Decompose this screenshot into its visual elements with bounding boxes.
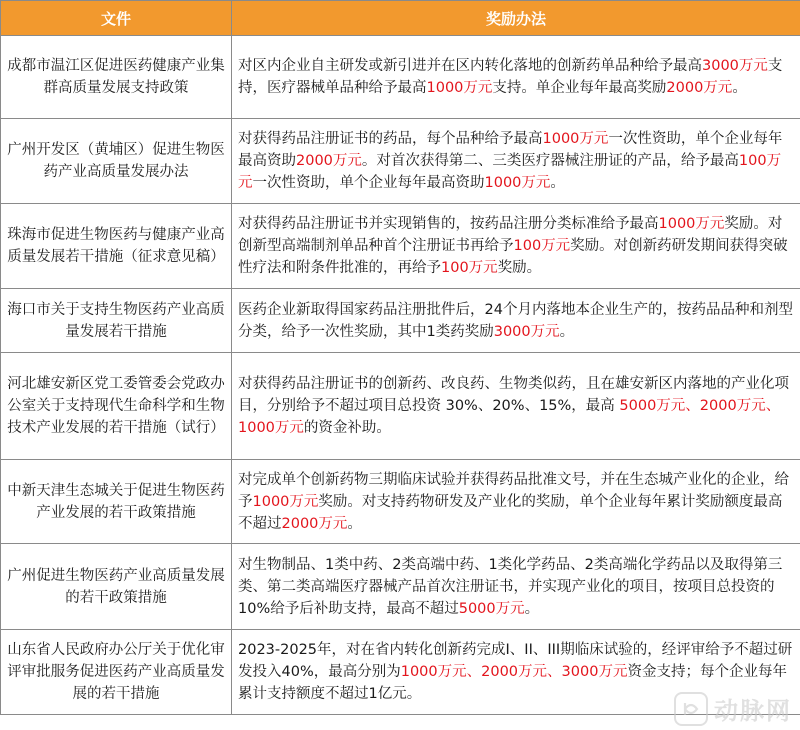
reward-text: 的资金补助。 bbox=[303, 420, 391, 436]
reward-text: 奖励。对支持药物研发及产业化的奖励，单个企业每年累计奖励额度最高不超过 bbox=[238, 493, 783, 532]
reward-cell bbox=[232, 630, 800, 715]
watermark-text: 动脉网 bbox=[714, 697, 792, 725]
amount-highlight: 3000万元 bbox=[493, 323, 560, 340]
table-row bbox=[1, 204, 800, 289]
table-row bbox=[1, 544, 800, 630]
amount-highlight: 1000万元 bbox=[252, 493, 319, 510]
amount-highlight: 2000万元 bbox=[666, 80, 733, 96]
reward-text: 对区内企业自主研发或新引进并在区内转化落地的创新药单品种给予最高 bbox=[238, 58, 702, 74]
reward-text: 奖励。对创新型高端制剂单品种首个注册证书再给予 bbox=[238, 216, 783, 254]
reward-text: 。 bbox=[347, 515, 362, 532]
reward-cell bbox=[232, 204, 800, 289]
header-document: 文件 bbox=[1, 1, 232, 36]
document-cell: 河北雄安新区党工委管委会党政办公室关于支持现代生命科学和生物技术产业发展的若干措施（试行） bbox=[1, 353, 232, 460]
reward-text: 对获得药品注册证书的创新药、改良药、生物类似药，且在雄安新区内落地的产业化项目，分别给予不超过项目总投资 30%、20%、15%，最高 bbox=[238, 376, 789, 414]
amount-highlight: 1000万元 bbox=[542, 131, 609, 147]
reward-cell bbox=[232, 544, 800, 630]
document-cell: 海口市关于支持生物医药产业高质量发展若干措施 bbox=[1, 289, 232, 353]
reward-text: 奖励。对创新药研发期间获得突破性疗法和附条件批准的，再给予 bbox=[238, 238, 788, 276]
document-cell: 珠海市促进生物医药与健康产业高质量发展若干措施（征求意见稿） bbox=[1, 204, 232, 289]
reward-text: 一次性资助，单个企业每年最高资助 bbox=[252, 175, 485, 191]
amount-highlight: 3000万元 bbox=[702, 58, 768, 74]
reward-text: 对生物制品、1类中药、2类高端中药、1类化学药品、2类高端化学药品以及取得第三类、第二类高端医疗器械产品首次注册证书，并实现产业化的项目，按项目总投资的10%给予后补助支持，最高不超过 bbox=[238, 556, 783, 617]
amount-highlight: 1000万元 bbox=[658, 216, 725, 232]
header-row bbox=[1, 1, 800, 36]
amount-highlight: 1000万元、2000万元、3000万元 bbox=[400, 664, 628, 680]
reward-text: 资金支持；每个企业每年累计支持额度不超过1亿元。 bbox=[238, 664, 787, 702]
document-cell: 广州促进生物医药产业高质量发展的若干政策措施 bbox=[1, 544, 232, 630]
amount-highlight: 100万元 bbox=[513, 238, 571, 254]
reward-text: 对获得药品注册证书并实现销售的，按药品注册分类标准给予最高 bbox=[238, 216, 659, 232]
document-cell: 成都市温江区促进医药健康产业集群高质量发展支持政策 bbox=[1, 36, 232, 119]
reward-cell bbox=[232, 119, 800, 204]
reward-text: 支持，医疗器械单品种给予最高 bbox=[238, 58, 783, 96]
reward-text: 2023-2025年，对在省内转化创新药完成I、II、III期临床试验的，经评审给予不超过研发投入40%，最高分别为 bbox=[238, 642, 793, 680]
amount-highlight: 1000万元 bbox=[426, 80, 493, 96]
reward-text: 支持。单企业每年最高奖励 bbox=[492, 80, 667, 96]
header-reward: 奖励办法 bbox=[232, 1, 800, 36]
reward-text: 。对首次获得第二、三类医疗器械注册证的产品，给予最高 bbox=[361, 153, 739, 169]
reward-cell bbox=[232, 353, 800, 460]
table-header bbox=[1, 1, 800, 36]
amount-highlight: 100万元 bbox=[441, 260, 498, 276]
reward-text: 。 bbox=[524, 600, 540, 617]
reward-cell bbox=[232, 289, 800, 353]
reward-text: 。 bbox=[550, 175, 565, 191]
amount-highlight: 2000万元 bbox=[296, 153, 362, 169]
table-body bbox=[1, 36, 800, 715]
document-cell: 中新天津生态城关于促进生物医药产业发展的若干政策措施 bbox=[1, 460, 232, 544]
table-row bbox=[1, 460, 800, 544]
reward-text: 医药企业新取得国家药品注册批件后，24个月内落地本企业生产的，按药品品种和剂型分类，给予一次性奖励，其中1类药奖励 bbox=[238, 301, 793, 340]
table-row bbox=[1, 289, 800, 353]
table-row bbox=[1, 36, 800, 119]
reward-text: 奖励。 bbox=[497, 260, 542, 276]
table-row bbox=[1, 119, 800, 204]
reward-text: 。 bbox=[732, 80, 747, 96]
document-cell: 广州开发区（黄埔区）促进生物医药产业高质量发展办法 bbox=[1, 119, 232, 204]
amount-highlight: 2000万元 bbox=[281, 515, 348, 532]
reward-text: 一次性资助，单个企业每年最高资助 bbox=[238, 131, 783, 169]
reward-text: 对获得药品注册证书的药品，每个品种给予最高 bbox=[238, 131, 543, 147]
reward-cell bbox=[232, 460, 800, 544]
reward-cell bbox=[232, 36, 800, 119]
reward-text: 对完成单个创新药物三期临床试验并获得药品批准文号，并在生态城产业化的企业，给予 bbox=[238, 471, 789, 510]
amount-highlight: 100万元 bbox=[238, 153, 782, 191]
document-cell: 山东省人民政府办公厅关于优化审评审批服务促进医药产业高质量发展的若干措施 bbox=[1, 630, 232, 715]
amount-highlight: 5000万元 bbox=[458, 600, 525, 617]
reward-text: 。 bbox=[559, 323, 575, 340]
table-row bbox=[1, 353, 800, 460]
amount-highlight: 1000万元 bbox=[484, 175, 551, 191]
amount-highlight: 5000万元、2000万元、1000万元 bbox=[238, 398, 781, 436]
table-row bbox=[1, 630, 800, 715]
